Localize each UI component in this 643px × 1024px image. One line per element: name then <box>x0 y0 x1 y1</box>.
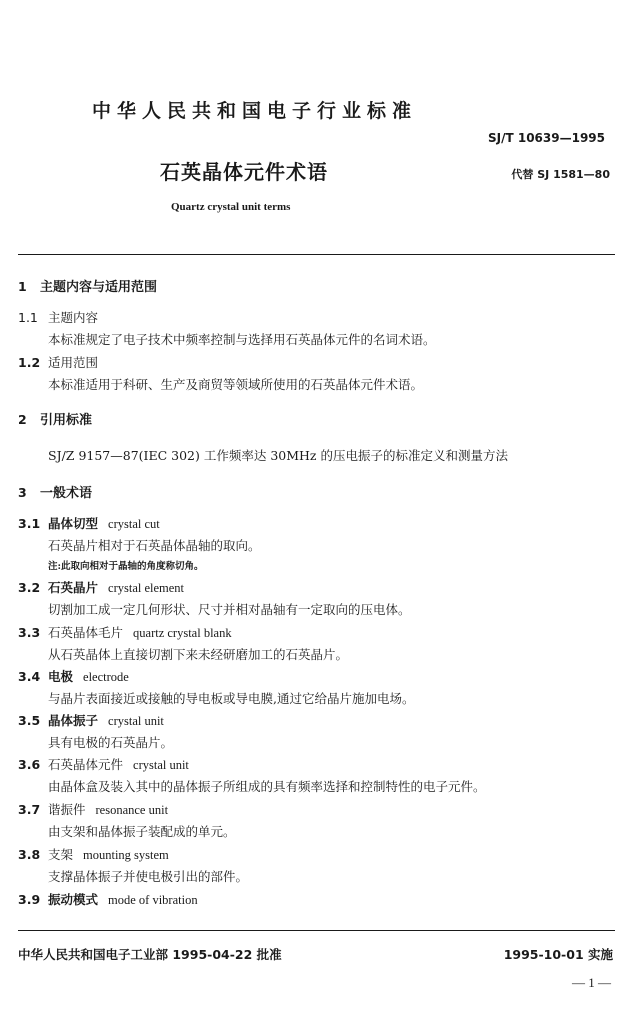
term-definition: 具有电极的石英晶片。 <box>48 735 174 750</box>
document-title-cn: 石英晶体元件术语 <box>160 160 328 184</box>
term-definition: 与晶片表面接近或接触的导电板或导电膜,通过它给晶片施加电场。 <box>48 691 415 706</box>
term-heading <box>18 578 184 596</box>
section-number: 1 <box>18 279 27 294</box>
term-en: quartz crystal blank <box>133 626 232 640</box>
term-number: 3.5 <box>18 713 41 728</box>
term-number: 3.8 <box>18 847 41 862</box>
term-number: 3.1 <box>18 516 41 531</box>
section-1-heading <box>18 276 157 295</box>
implementation-date: 1995-10-01 实施 <box>503 947 613 962</box>
referenced-standard: SJ/Z 9157—87(IEC 302) 工作频率达 30MHz 的压电振子的标准定义和测量方法 <box>48 448 508 463</box>
term-number: 3.2 <box>18 580 41 595</box>
term-en: resonance unit <box>95 803 169 817</box>
section-title: 引用标准 <box>40 413 93 428</box>
section-1-2-heading <box>18 353 98 371</box>
term-number: 3.3 <box>18 625 41 640</box>
term-definition: 从石英晶体上直接切割下来未经研磨加工的石英晶片。 <box>48 647 349 662</box>
term-cn: 谐振件 <box>48 802 86 817</box>
term-definition: 石英晶片相对于石英晶体晶轴的取向。 <box>48 538 261 553</box>
section-number: 2 <box>18 412 27 427</box>
footer-rule <box>18 930 615 931</box>
section-title: 一般术语 <box>40 486 93 501</box>
section-3-heading <box>18 482 92 501</box>
term-heading <box>18 845 169 863</box>
section-1-1-heading <box>18 308 98 326</box>
section-title: 主题内容 <box>48 310 99 325</box>
standard-number: SJ/T 10639—1995 <box>488 131 605 145</box>
section-1-1-body: 本标准规定了电子技术中频率控制与选择用石英晶体元件的名词术语。 <box>48 332 436 347</box>
term-heading <box>18 800 168 818</box>
section-number: 1.1 <box>18 310 38 325</box>
term-en: electrode <box>83 670 129 684</box>
term-cn: 石英晶片 <box>48 580 99 595</box>
term-heading <box>18 755 189 773</box>
term-en: crystal cut <box>108 517 160 531</box>
document-title-en: Quartz crystal unit terms <box>171 201 291 213</box>
term-en: mode of vibration <box>108 893 198 907</box>
section-1-2-body: 本标准适用于科研、生产及商贸等领域所使用的石英晶体元件术语。 <box>48 377 424 392</box>
term-definition: 由支架和晶体振子装配成的单元。 <box>48 824 236 839</box>
term-cn: 石英晶体毛片 <box>48 625 124 640</box>
industry-standard-heading: 中华人民共和国电子行业标准 <box>92 100 418 122</box>
term-number: 3.9 <box>18 892 41 907</box>
term-cn: 支架 <box>48 847 74 862</box>
term-en: mounting system <box>83 848 169 862</box>
section-2-heading <box>18 409 92 428</box>
term-heading <box>18 667 129 685</box>
term-en: crystal unit <box>133 758 189 772</box>
term-cn: 石英晶体元件 <box>48 757 124 772</box>
term-number: 3.7 <box>18 802 41 817</box>
term-en: crystal element <box>108 581 185 595</box>
term-en: crystal unit <box>108 714 164 728</box>
section-title: 适用范围 <box>48 355 99 370</box>
term-note: 注:此取向相对于晶轴的角度称切角。 <box>48 561 204 572</box>
term-heading <box>18 890 198 908</box>
approval-statement: 中华人民共和国电子工业部 1995-04-22 批准 <box>18 947 282 962</box>
term-heading <box>18 711 164 729</box>
term-definition: 切割加工成一定几何形状、尺寸并相对晶轴有一定取向的压电体。 <box>48 602 411 617</box>
term-definition: 由晶体盒及装入其中的晶体振子所组成的具有频率选择和控制特性的电子元件。 <box>48 779 486 794</box>
term-definition: 支撑晶体振子并使电极引出的部件。 <box>48 869 249 884</box>
section-number: 1.2 <box>18 355 41 370</box>
term-cn: 振动模式 <box>48 892 99 907</box>
term-number: 3.6 <box>18 757 41 772</box>
section-title: 主题内容与适用范围 <box>40 280 158 295</box>
term-number: 3.4 <box>18 669 41 684</box>
term-cn: 晶体振子 <box>48 713 99 728</box>
replaces-standard: 代替 SJ 1581—80 <box>511 168 610 181</box>
header-rule <box>18 254 615 255</box>
section-number: 3 <box>18 485 27 500</box>
term-cn: 电极 <box>48 669 74 684</box>
term-heading <box>18 623 232 641</box>
page-number: — 1 — <box>572 975 611 990</box>
term-heading <box>18 514 160 532</box>
term-cn: 晶体切型 <box>48 516 99 531</box>
